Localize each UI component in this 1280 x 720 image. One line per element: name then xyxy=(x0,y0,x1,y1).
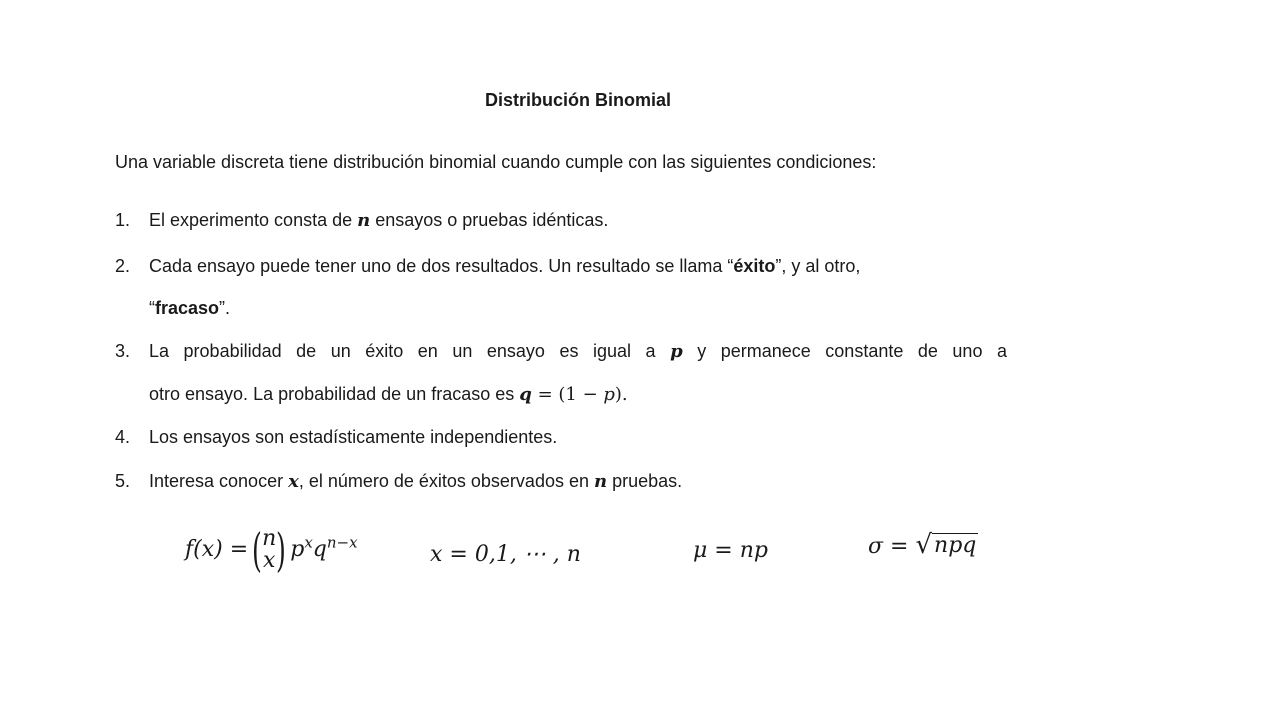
text-run: ensayos o pruebas idénticas. xyxy=(370,210,609,230)
text-run: Cada ensayo puede tener uno de dos resultados. Un resultado se llama “ xyxy=(149,256,734,276)
list-item-text xyxy=(149,341,1007,362)
term-exito: éxito xyxy=(733,256,776,276)
pmf-p-exponent: x xyxy=(304,533,313,552)
text-run: La probabilidad de un éxito en un ensayo es igual a xyxy=(149,341,671,361)
text-run: El experimento consta de xyxy=(149,210,358,230)
list-item-number: 2. xyxy=(115,256,131,276)
mean-formula: μ = np xyxy=(693,538,768,563)
list-item-number: 1. xyxy=(115,210,131,230)
domain-formula: x = 0,1, ⋯ , n xyxy=(430,542,581,567)
math-expression: = (1 − xyxy=(531,384,604,405)
list-item-text xyxy=(149,384,1007,405)
pmf-lhs: f(x) = xyxy=(185,537,249,562)
math-var-p: p xyxy=(603,384,615,405)
pmf-q-exponent: n−x xyxy=(326,533,358,552)
list-item-text xyxy=(149,298,1007,319)
radicand: npq xyxy=(934,533,977,558)
left-paren: ( xyxy=(252,523,263,577)
pmf-p: p xyxy=(290,537,305,562)
text-run: pruebas. xyxy=(607,471,683,491)
text-run: ”. xyxy=(219,298,231,318)
text-run: , el número de éxitos observados en xyxy=(298,471,594,491)
slide-title: Distribución Binomial xyxy=(485,90,672,110)
list-item-text xyxy=(149,210,1007,231)
text-run: otro ensayo. La probabilidad de un fracaso es xyxy=(149,384,520,404)
list-item-text: Los ensayos son estadísticamente independientes. xyxy=(149,427,558,447)
math-var-p: p xyxy=(670,341,683,362)
square-root xyxy=(915,532,978,558)
binomial-pmf-formula xyxy=(185,523,358,577)
math-var-n: n xyxy=(593,471,608,492)
list-item-number: 5. xyxy=(115,471,131,491)
binomial-coefficient xyxy=(262,528,276,572)
text-run: y permanece constante de uno a xyxy=(682,341,1007,361)
intro-text: Una variable discreta tiene distribución binomial cuando cumple con las siguientes condiciones: xyxy=(115,152,877,172)
list-item-text xyxy=(149,471,1007,492)
sd-lhs: σ = xyxy=(868,534,909,559)
list-item-number: 3. xyxy=(115,341,131,361)
right-paren: ) xyxy=(276,523,287,577)
pmf-q: q xyxy=(312,537,327,562)
binom-top: n xyxy=(262,526,277,551)
math-var-n: n xyxy=(357,210,371,231)
text-run: ”, y al otro, xyxy=(775,256,861,276)
radical-icon: √ xyxy=(915,530,933,560)
binom-bottom: x xyxy=(262,548,276,573)
math-var-q: q xyxy=(519,384,532,405)
list-item-number: 4. xyxy=(115,427,131,447)
math-expression: ). xyxy=(614,384,628,405)
term-fracaso: fracaso xyxy=(155,298,220,318)
text-run: “ xyxy=(149,298,155,318)
std-dev-formula xyxy=(868,532,978,559)
list-item-text xyxy=(149,256,1007,277)
math-var-x: x xyxy=(288,471,299,492)
text-run: Interesa conocer xyxy=(149,471,289,491)
